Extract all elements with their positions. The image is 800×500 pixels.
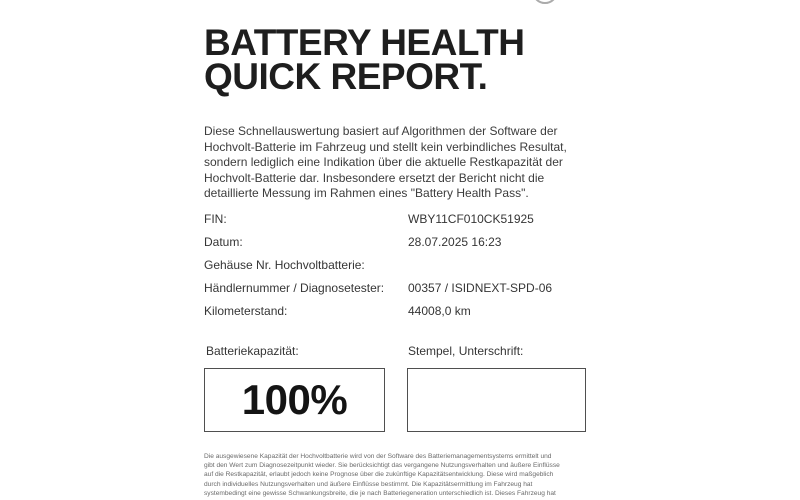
intro-line: Hochvolt-Batterie dar. Insbesondere ersetzt der Bericht nicht die	[204, 170, 545, 185]
datum-value: 28.07.2025 16:23	[408, 235, 502, 249]
battery-capacity-box	[204, 368, 385, 432]
field-row-datum	[204, 235, 594, 258]
intro-line: Hochvolt-Batterie im Fahrzeug und stellt kein verbindliches Resultat,	[204, 139, 567, 154]
disclaimer-line: Die ausgewiesene Kapazität der Hochvoltbatterie wird von der Software des Batteriemanagementsystems ermittelt und	[204, 453, 552, 460]
intro-line: detaillierte Messung im Rahmen eines "Battery Health Pass".	[204, 186, 529, 200]
page-title-line2: QUICK REPORT.	[204, 56, 488, 97]
disclaimer-line: auf die Restkapazität, erlaubt jedoch keine Prognose über die zukünftige Kapazitätsentwicklung. Diese wird maßgeblich	[204, 471, 554, 479]
stamp-signature-label: Stempel, Unterschrift:	[408, 344, 524, 358]
disclaimer-line: systembedingt eine gewisse Schwankungsbreite, die je nach Batteriegeneration unterschiedlich ist. Dieses Fahrzeug hat	[204, 489, 556, 497]
intro-line: sondern lediglich eine Indikation über die aktuelle Restkapazität der	[204, 155, 563, 169]
battery-capacity-value: 100%	[241, 376, 348, 423]
datum-label: Datum:	[204, 235, 243, 249]
kilometerstand-label: Kilometerstand:	[204, 304, 288, 318]
disclaimer-fine-print	[204, 452, 560, 498]
haendlernummer-value: 00357 / ISIDNEXT-SPD-06	[408, 281, 553, 295]
battery-capacity-label: Batteriekapazität:	[206, 344, 299, 358]
vehicle-data-list	[204, 212, 594, 327]
kilometerstand-value: 44008,0 km	[408, 304, 471, 318]
intro-paragraph	[204, 124, 567, 202]
field-row-haendlernummer	[204, 281, 594, 304]
stamp-signature-box	[407, 368, 586, 432]
disclaimer-line: durch individuelles Nutzungsverhalten und äußere Einflüsse bestimmt. Die Kapazitätsermittlung im Fahrzeug hat	[204, 480, 533, 488]
field-row-kilometerstand	[204, 304, 594, 327]
disclaimer-line: gibt den Wert zum Diagnosezeitpunkt wieder. Sie berücksichtigt das vergangene Nutzungsverhalten und äußere Einflüsse	[204, 462, 560, 470]
field-row-fin	[204, 212, 594, 235]
page-title-line1: BATTERY HEALTH	[204, 22, 525, 63]
intro-line: Diese Schnellauswertung basiert auf Algorithmen der Software der	[204, 124, 558, 138]
fin-value: WBY11CF010CK51925	[408, 212, 534, 226]
page-title	[204, 22, 525, 97]
brand-roundel-icon	[532, 0, 558, 4]
field-row-gehaeuse-nr	[204, 258, 594, 281]
haendlernummer-label: Händlernummer / Diagnosetester:	[204, 281, 385, 295]
fin-label: FIN:	[204, 212, 227, 226]
gehaeuse-nr-label: Gehäuse Nr. Hochvoltbatterie:	[204, 258, 365, 272]
